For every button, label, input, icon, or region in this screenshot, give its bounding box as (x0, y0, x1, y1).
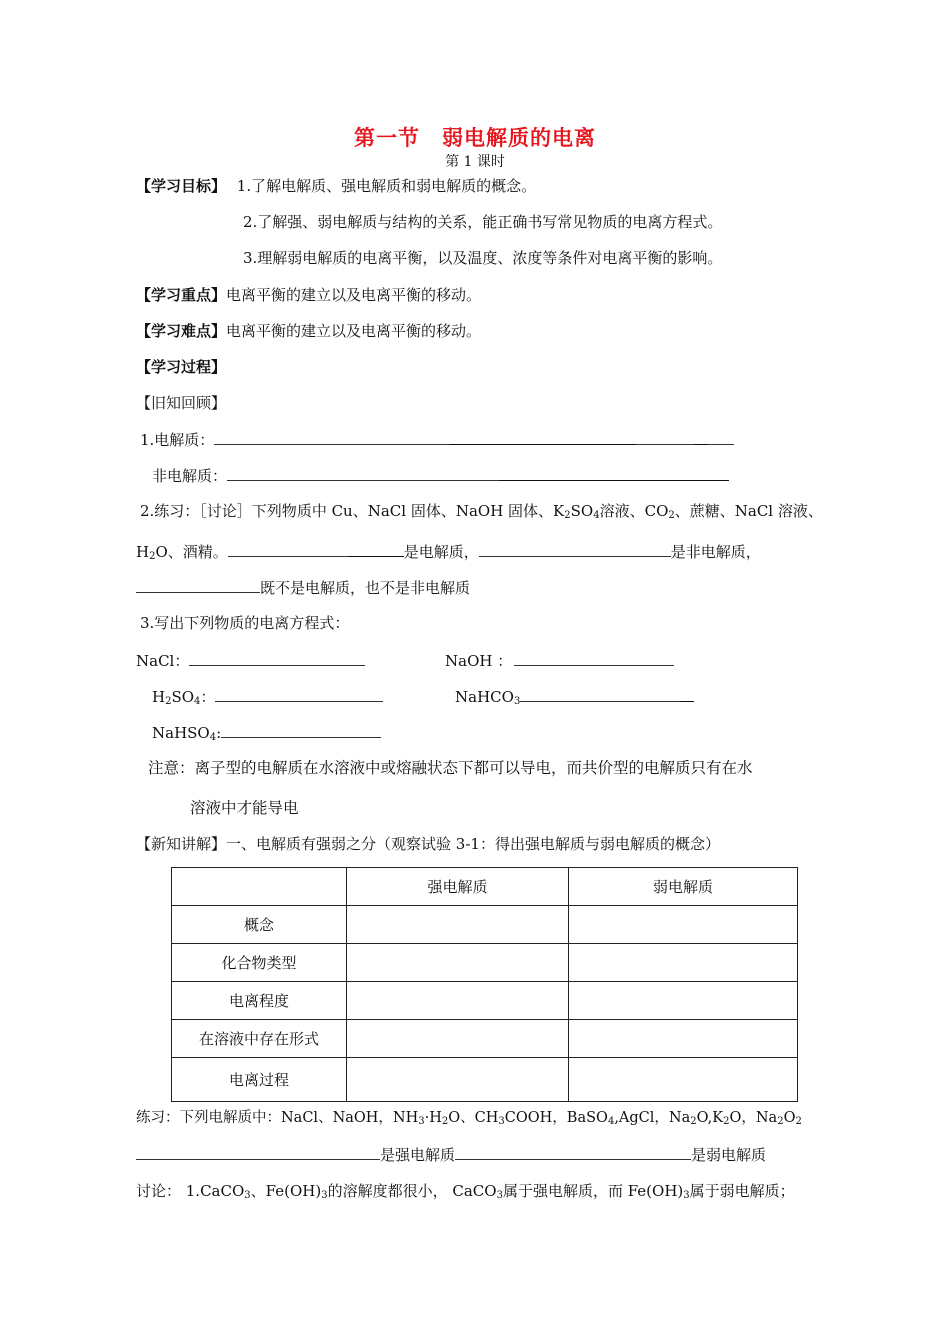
note-line-1: 注意：离子型的电解质在水溶液中或熔融状态下都可以导电，而共价型的电解质只有在水 (148, 759, 753, 777)
exercise-sub: 2 (723, 1116, 730, 1127)
h2so4-sub: 2 (165, 696, 172, 707)
discussion-text: 、Fe(OH) (250, 1182, 322, 1200)
table-row (172, 1020, 798, 1058)
table-cell-weak[interactable] (569, 1020, 798, 1058)
q2-sub: 2 (149, 551, 156, 562)
q2-prefix: 2.练习：［讨论］下列物质中 Cu、NaCl 固体、NaOH 固体、K (140, 502, 565, 520)
table-row (172, 982, 798, 1020)
q1b-blank-a[interactable] (227, 465, 499, 481)
review-q1 (140, 429, 734, 450)
table-header-cell (172, 868, 347, 906)
discussion-sub: 3 (496, 1190, 503, 1201)
table-row-label: 在溶液中存在形式 (172, 1020, 347, 1058)
nacl-label: NaCl： (136, 652, 190, 670)
exercise-sub: 3 (498, 1116, 505, 1127)
nahco3-blank-a[interactable] (520, 686, 680, 702)
goal-item-1: 1.了解电解质、强电解质和弱电解质的概念。 (236, 177, 537, 195)
exercise-blank-strong[interactable] (136, 1144, 380, 1160)
exercise-line-1 (136, 1108, 802, 1128)
new-knowledge-row (136, 834, 720, 854)
eq-nacl (136, 650, 365, 671)
goal-item-2: 2.了解强、弱电解质与结构的关系，能正确书写常见物质的电离方程式。 (243, 213, 723, 231)
focus-label: 【学习重点】 (136, 286, 227, 304)
q2-blank-neither[interactable] (136, 577, 260, 593)
review-q2-line3 (136, 577, 470, 598)
q2-blank-non[interactable] (479, 541, 671, 557)
difficulty-row (136, 321, 481, 341)
eq-nahso4 (152, 722, 381, 743)
nahso4-text: NaHSO (152, 724, 210, 742)
table-header-row (172, 868, 798, 906)
table-row (172, 944, 798, 982)
exercise-text: O (783, 1110, 796, 1126)
exercise-sub: 3 (418, 1116, 425, 1127)
difficulty-text: 电离平衡的建立以及电离平衡的移动。 (226, 322, 482, 340)
table-header-cell: 弱电解质 (569, 868, 798, 906)
table-cell-strong[interactable] (347, 1058, 569, 1102)
h2so4-text: ： (200, 688, 216, 706)
eq-h2so4 (152, 686, 383, 707)
exercise-text: ,AgCl，Na (614, 1110, 691, 1126)
table-row (172, 906, 798, 944)
table-cell-weak[interactable] (569, 944, 798, 982)
exercise-sub: 2 (777, 1116, 784, 1127)
table-header-cell: 强电解质 (347, 868, 569, 906)
q1b-label: 非电解质： (152, 467, 228, 485)
discussion-line (136, 1181, 795, 1201)
table-row-label: 电离过程 (172, 1058, 347, 1102)
exercise-text: O，Na (729, 1110, 778, 1126)
naoh-label: NaOH ： (445, 652, 513, 670)
q2-text: SO (570, 502, 594, 520)
goals-row-1 (136, 176, 536, 196)
page-title: 第一节 弱电解质的电离 (354, 126, 596, 150)
exercise-sub: 2 (795, 1116, 802, 1127)
difficulty-label: 【学习难点】 (136, 322, 227, 340)
nahco3-blank-b[interactable] (680, 686, 694, 702)
table-cell-weak[interactable] (569, 982, 798, 1020)
table-row-label: 化合物类型 (172, 944, 347, 982)
q1-blank-b[interactable] (450, 429, 636, 445)
discussion-sub: 3 (321, 1190, 328, 1201)
exercise-blank-weak[interactable] (455, 1144, 691, 1160)
table-row-label: 电离程度 (172, 982, 347, 1020)
exercise-strong-label: 是强电解质 (380, 1146, 456, 1164)
table-row (172, 1058, 798, 1102)
q1-blank-d[interactable] (694, 429, 708, 445)
review-label: 【旧知回顾】 (136, 394, 227, 412)
q1-label: 1.电解质： (140, 431, 215, 449)
discussion-sub: 3 (244, 1190, 251, 1201)
q2-sub: 2 (668, 510, 675, 521)
goals-label: 【学习目标】 (136, 177, 227, 195)
h2so4-blank[interactable] (215, 686, 383, 702)
table-cell-strong[interactable] (347, 982, 569, 1020)
nahso4-text: : (216, 724, 222, 742)
table-cell-strong[interactable] (347, 906, 569, 944)
exercise-sub: 2 (441, 1116, 449, 1127)
table-cell-strong[interactable] (347, 944, 569, 982)
eq-nahco3 (455, 686, 694, 707)
nahso4-blank[interactable] (221, 722, 381, 738)
focus-row (136, 285, 481, 305)
new-knowledge-label: 【新知讲解】 (136, 835, 227, 853)
nacl-blank[interactable] (189, 650, 365, 666)
h2so4-text: SO (171, 688, 195, 706)
review-q2-line2 (136, 541, 761, 562)
exercise-weak-label: 是弱电解质 (691, 1146, 767, 1164)
goal-item-3: 3.理解弱电解质的电离平衡，以及温度、浓度等条件对电离平衡的影响。 (243, 249, 723, 267)
q2-sub: 2 (564, 510, 571, 521)
review-q3-label: 3.写出下列物质的电离方程式： (140, 614, 350, 632)
discussion-text: 的溶解度都很小， CaCO (327, 1182, 497, 1200)
q2-neither: 既不是电解质，也不是非电解质 (260, 579, 471, 597)
q1b-blank-b[interactable] (499, 465, 729, 481)
q2-sub: 4 (593, 510, 600, 521)
nahco3-text: NaHCO (455, 688, 514, 706)
table-row-label: 概念 (172, 906, 347, 944)
q2-is-non: 是非电解质， (670, 543, 761, 561)
q1-blank-a[interactable] (214, 429, 450, 445)
note-line-2: 溶液中才能导电 (190, 799, 299, 817)
discussion-text: 属于强电解质，而 Fe(OH) (502, 1182, 684, 1200)
h2so4-text: H (152, 688, 166, 706)
q1-blank-c[interactable] (636, 429, 694, 445)
review-q1b (152, 465, 729, 486)
h2so4-sub: 4 (194, 696, 201, 707)
exercise-sub: 4 (607, 1116, 615, 1127)
q2-text: O、酒精。 (155, 543, 228, 561)
exercise-text: COOH，BaSO (504, 1110, 608, 1126)
exercise-line-2 (136, 1144, 766, 1165)
exercise-text: 练习：下列电解质中：NaCl、NaOH，NH (136, 1110, 419, 1126)
focus-text: 电离平衡的建立以及电离平衡的移动。 (226, 286, 482, 304)
discussion-text: 讨论： 1.CaCO (136, 1182, 245, 1200)
nahco3-sub: 3 (513, 696, 521, 707)
table-cell-weak[interactable] (569, 906, 798, 944)
naoh-blank[interactable] (514, 650, 674, 666)
discussion-text: 属于弱电解质； (689, 1182, 795, 1200)
q2-text: H (136, 543, 150, 561)
new-knowledge-text: 一、电解质有强弱之分（观察试验 3-1：得出强电解质与弱电解质的概念） (226, 835, 720, 853)
discussion-sub: 3 (683, 1190, 690, 1201)
q2-blank-electrolyte-b[interactable] (348, 541, 404, 557)
exercise-text: O,K (696, 1110, 724, 1126)
table-cell-weak[interactable] (569, 1058, 798, 1102)
exercise-text: ·H (424, 1110, 442, 1126)
process-label: 【学习过程】 (136, 358, 227, 376)
q2-blank-electrolyte-a[interactable] (228, 541, 348, 557)
exercise-text: O、CH (448, 1110, 499, 1126)
q2-text: 、蔗糖、NaCl 溶液、 (674, 502, 823, 520)
electrolyte-table (171, 867, 798, 1102)
q2-text: 溶液、CO (599, 502, 669, 520)
q1-blank-e[interactable] (708, 429, 734, 445)
page-subtitle: 第 1 课时 (445, 154, 505, 170)
table-cell-strong[interactable] (347, 1020, 569, 1058)
nahso4-sub: 4 (209, 732, 217, 743)
eq-naoh (445, 650, 674, 671)
q2-is-electrolyte: 是电解质， (403, 543, 479, 561)
exercise-sub: 2 (690, 1116, 697, 1127)
review-q2-line1 (140, 501, 823, 521)
